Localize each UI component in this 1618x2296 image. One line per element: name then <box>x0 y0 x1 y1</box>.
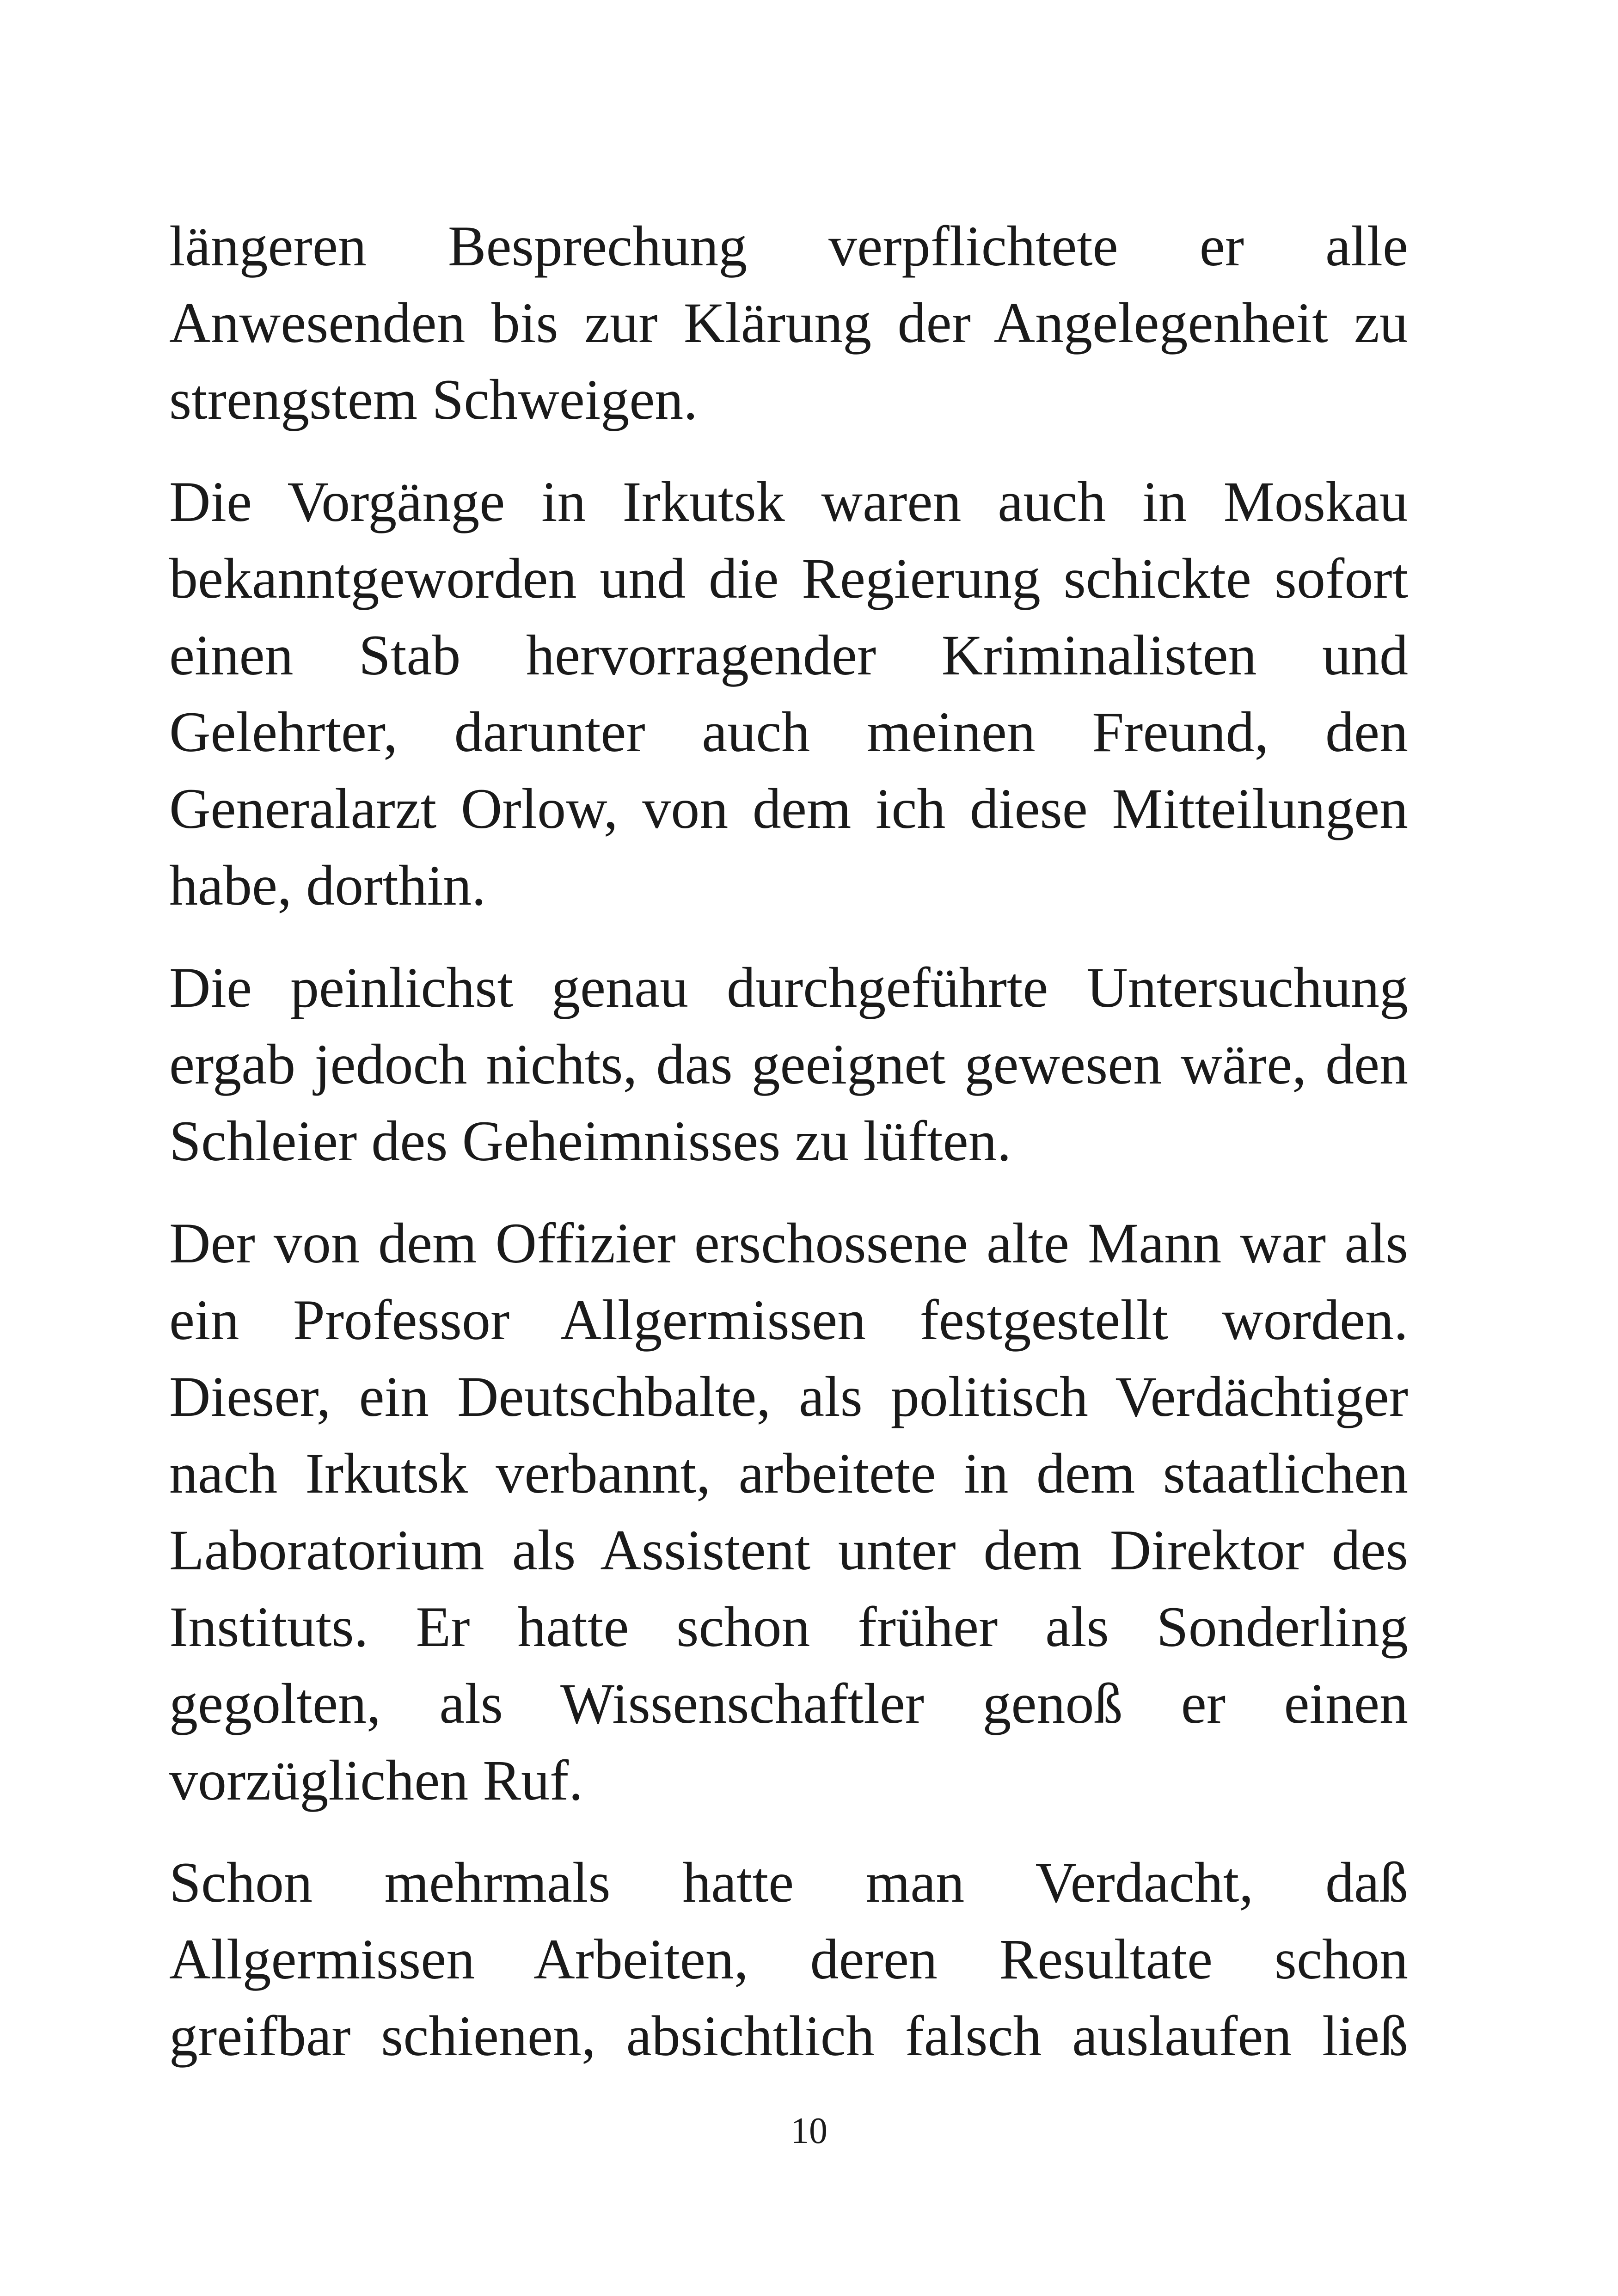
text-line: gegolten, als Wissenschaftler genoß er einen <box>169 1672 1408 1735</box>
text-line: längeren Besprechung verpflichtete er alle <box>169 214 1408 278</box>
text-line: Laboratorium als Assistent unter dem Direktor des <box>169 1518 1408 1582</box>
text-line: einen Stab hervorragender Kriminalisten und <box>169 624 1408 687</box>
text-line: Die Vorgänge in Irkutsk waren auch in Moskau <box>169 470 1408 533</box>
paragraph-4 <box>169 1205 1408 1819</box>
text-line: greifbar schienen, absichtlich falsch auslaufen ließ <box>169 2004 1408 2068</box>
text-line: Die peinlichst genau durchgeführte Untersuchung <box>169 956 1408 1019</box>
paragraph-5 <box>169 1844 1408 2075</box>
text-line: Schleier des Geheimnisses zu lüften. <box>169 1109 1011 1173</box>
text-line: Der von dem Offizier erschossene alte Mann war als <box>169 1212 1408 1275</box>
text-line: Instituts. Er hatte schon früher als Sonderling <box>169 1595 1408 1659</box>
text-line: habe, dorthin. <box>169 854 486 917</box>
text-line: ergab jedoch nichts, das geeignet gewesen wäre, den <box>169 1033 1408 1096</box>
text-line: ein Professor Allgermissen festgestellt worden. <box>169 1288 1408 1352</box>
text-line: Gelehrter, darunter auch meinen Freund, den <box>169 700 1408 764</box>
text-line: Schon mehrmals hatte man Verdacht, daß <box>169 1851 1408 1914</box>
page-number: 10 <box>791 2111 827 2151</box>
text-line: strengstem Schweigen. <box>169 368 698 431</box>
paragraph-1 <box>169 208 1408 438</box>
text-line: bekanntgeworden und die Regierung schickte sofort <box>169 547 1408 610</box>
page-body <box>169 208 1408 2100</box>
text-line: vorzüglichen Ruf. <box>169 1749 583 1812</box>
text-line: Dieser, ein Deutschbalte, als politisch Verdächtiger <box>169 1365 1408 1428</box>
text-line: Generalarzt Orlow, von dem ich diese Mitteilungen <box>169 777 1408 840</box>
text-line: Allgermissen Arbeiten, deren Resultate schon <box>169 1928 1408 1991</box>
paragraph-2 <box>169 464 1408 924</box>
text-line: nach Irkutsk verbannt, arbeitete in dem staatlichen <box>169 1442 1408 1505</box>
paragraph-3 <box>169 949 1408 1180</box>
text-line: Anwesenden bis zur Klärung der Angelegenheit zu <box>169 291 1408 355</box>
